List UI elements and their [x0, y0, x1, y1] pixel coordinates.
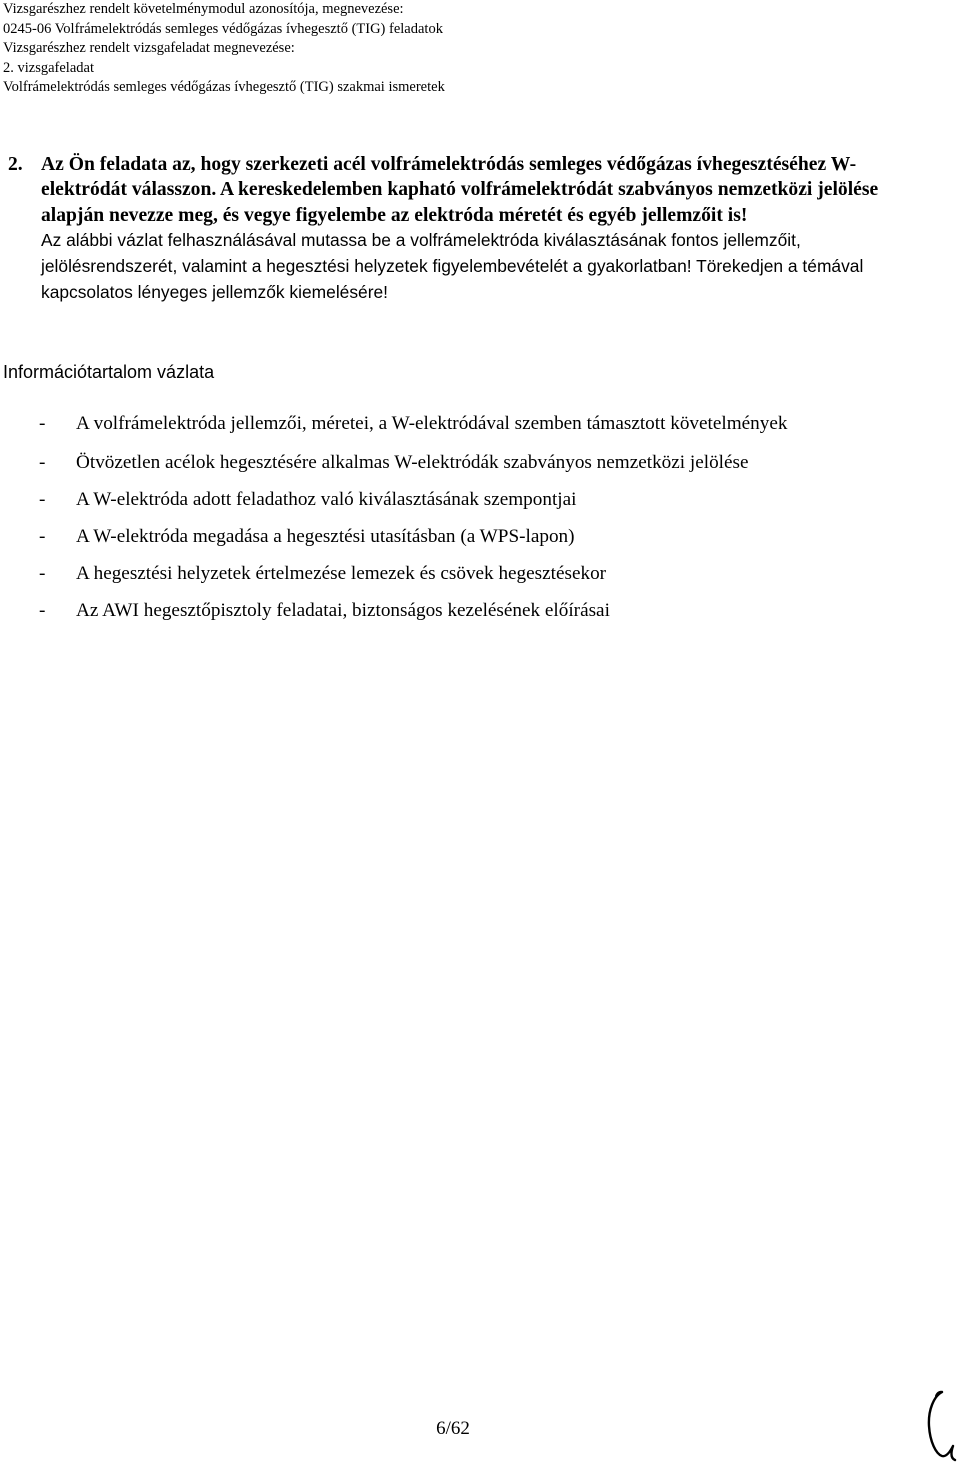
list-item	[39, 487, 905, 513]
task-instruction-text: Az Ön feladata az, hogy szerkezeti acél volfrámelektródás semleges védőgázas ívhegesztéséhez W-elektródát válasszon. A kereskedelemben kapható volfrámelektródát szabványos nemzetközi jelölése alapján nevezze meg, és vegye figyelembe az elektróda méretét és egyéb jellemzőit is!	[41, 154, 879, 226]
list-bullet: -	[39, 413, 46, 434]
signature-icon	[918, 1386, 960, 1463]
list-bullet: -	[39, 452, 46, 473]
list-item-text: A volfrámelektróda jellemzői, méretei, a W-elektródával szemben támasztott követelmények	[76, 413, 788, 434]
list-item-text: Az AWI hegesztőpisztoly feladatai, biztonságos kezelésének előírásai	[76, 600, 610, 621]
list-item-text: A hegesztési helyzetek értelmezése lemezek és csövek hegesztésekor	[76, 563, 607, 584]
page-number: 6/62	[436, 1418, 470, 1439]
task-section	[8, 152, 908, 305]
list-bullet: -	[39, 526, 46, 547]
list-item	[39, 411, 905, 437]
header-task-number: 2. vizsgafeladat	[3, 59, 94, 76]
header-module-name: 0245-06 Volfrámelektródás semleges védőgázas ívhegesztő (TIG) feladatok	[3, 20, 443, 37]
task-description: Az alábbi vázlat felhasználásával mutassa be a volfrámelektróda kiválasztásának fontos jellemzőit, jelölésrendszerét, valamint a hegesztési helyzetek figyelembevételét a gyakorlatban! Törekedjen a témával kapcsolatos lényeges jellemzők kiemelésére!	[41, 230, 864, 302]
header-task-label: Vizsgarészhez rendelt vizsgafeladat megnevezése:	[3, 40, 295, 57]
outline-list	[39, 411, 905, 635]
document-header	[3, 0, 953, 98]
list-item	[39, 450, 905, 476]
task-number: 2.	[8, 154, 23, 175]
header-task-name: Volfrámelektródás semleges védőgázas ívhegesztő (TIG) szakmai ismeretek	[3, 79, 445, 96]
list-item	[39, 561, 905, 587]
list-item	[39, 598, 905, 624]
list-bullet: -	[39, 563, 46, 584]
task-instruction	[8, 152, 908, 228]
list-bullet: -	[39, 600, 46, 621]
list-item	[39, 524, 905, 550]
list-bullet: -	[39, 489, 46, 510]
list-item-text: Ötvözetlen acélok hegesztésére alkalmas W-elektródák szabványos nemzetközi jelölése	[76, 452, 749, 473]
list-item-text: A W-elektróda adott feladathoz való kiválasztásának szempontjai	[76, 489, 577, 510]
list-item-text: A W-elektróda megadása a hegesztési utasításban (a WPS-lapon)	[76, 526, 575, 547]
header-module-label: Vizsgarészhez rendelt követelménymodul azonosítója, megnevezése:	[3, 1, 404, 17]
outline-title: Információtartalom vázlata	[3, 362, 215, 382]
